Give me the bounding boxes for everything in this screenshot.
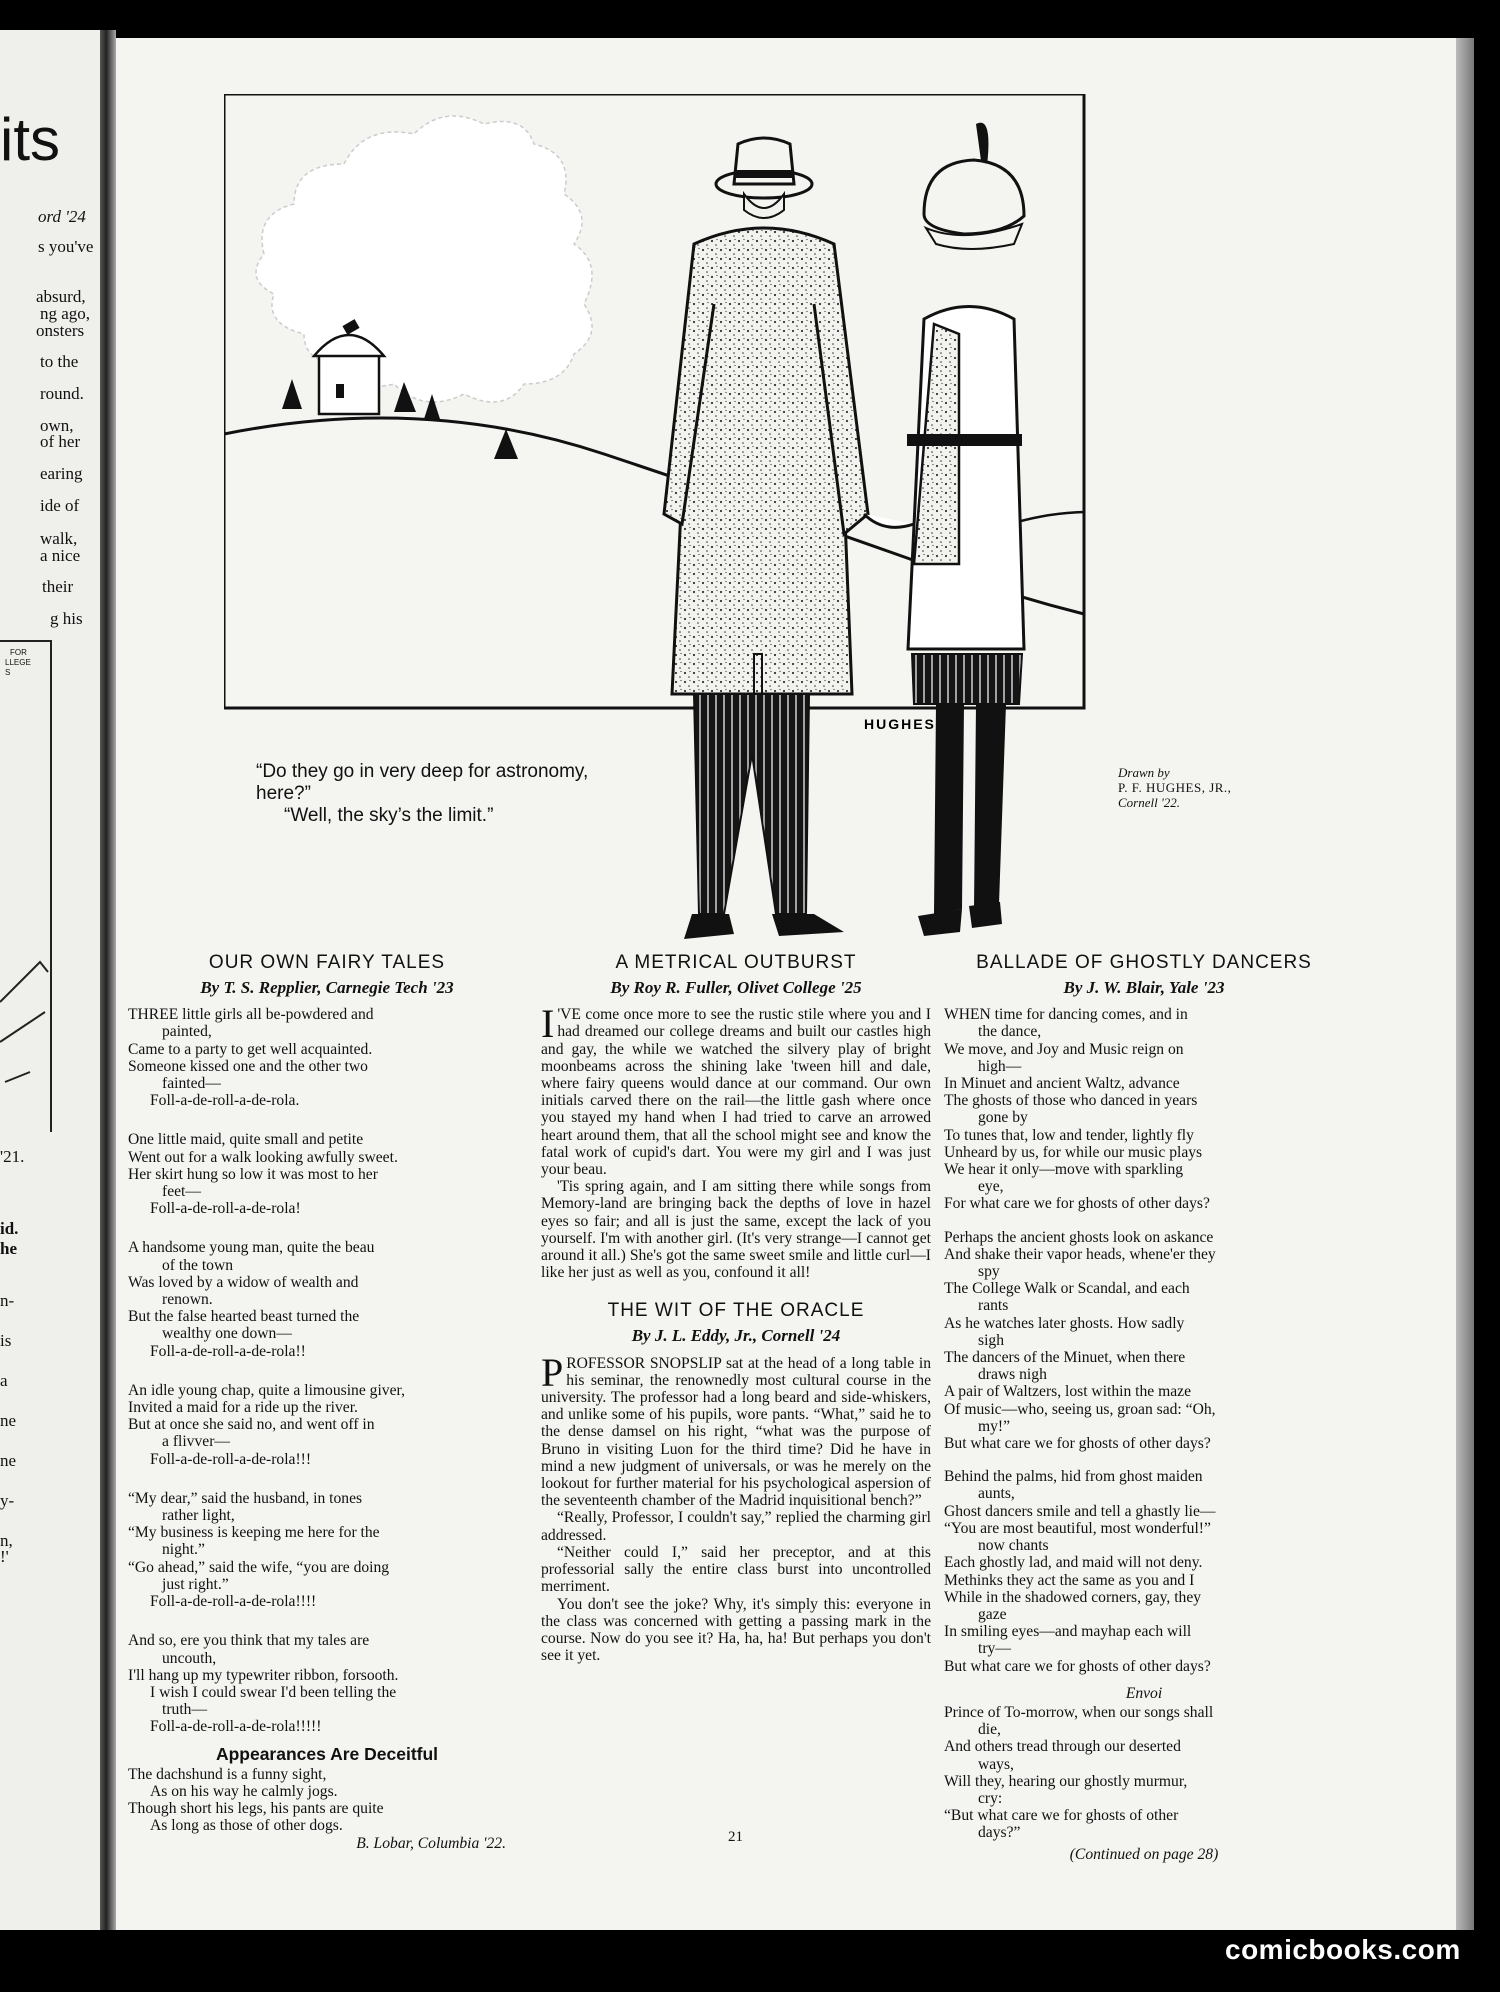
artist-signature: HUGHES [864, 716, 936, 732]
column-fairy-tales [128, 953, 526, 1852]
caption-line: “Do they go in very deep for astronomy, [256, 761, 589, 782]
poem-stanza: THREE little girls all be-powdered and painted, Came to a party to get well acquainted. Someone kissed one and the other two fainted— Foll-a-de-roll-a-de-rola. [128, 1006, 374, 1110]
poem-stanza: Perhaps the ancient ghosts look on askance And shake their vapor heads, whene'er they spy The College Walk or Scandal, and each rants As he watches later ghosts. How sadly sigh The dancers of the Minuet, when there draws nigh A pair of Waltzers, lost within the maze Of music—who, seeing us, groan sad: “Oh, my!” But what care we for ghosts of other days? [944, 1228, 1216, 1453]
prose-paragraph: PROFESSOR SNOPSLIP sat at the head of a long table in his seminar, the renownedly most cultural course in the university. The professor had a long beard and side-whiskers, and unlike some of his pupils, wore pants. “What,” said he to the dense damsel on his right, “what was the purpose of Bruno in visiting Luon for the third time? Did he have in mind a new judgment of universals, or was he merely on the lookout for further material for his psychological aspersion of the seventeenth chamber of the Madrid inquisitional bench?” [541, 1349, 931, 1510]
magazine-page [116, 38, 1456, 1930]
fragment-text: own, [40, 416, 74, 435]
article-byline: By J. W. Blair, Yale '23 [1063, 978, 1225, 997]
poem-signature: B. Lobar, Columbia '22. [356, 1834, 506, 1852]
fragment-text: its [0, 106, 60, 173]
fragment-text: n- [0, 1291, 15, 1310]
cartoon-illustration [224, 94, 1232, 958]
caption-line: “Well, the sky’s the limit.” [284, 805, 494, 826]
fragment-text: ide of [40, 496, 80, 515]
poem-stanza: “My dear,” said the husband, in tones rather light, “My business is keeping me here for the night.” “Go ahead,” said the wife, “you are doing just right.” Foll-a-de-roll-a-de-rola!!!! [128, 1489, 390, 1611]
fragment-text: ne [0, 1411, 17, 1430]
fragment-text: walk, [40, 529, 78, 548]
article-title: OUR OWN FAIRY TALES [208, 952, 446, 973]
fragment-text: ne [0, 1451, 17, 1470]
fragment-text: g his [50, 609, 83, 628]
fragment-text: ng ago, [40, 304, 91, 323]
poem-stanza: And so, ere you think that my tales are uncouth, I'll hang up my typewriter ribbon, forsooth. I wish I could swear I'd been telling the truth— Foll-a-de-roll-a-de-rola!!!!! [128, 1632, 399, 1736]
prose-paragraph: “Really, Professor, I couldn't say,” replied the charming girl addressed. [541, 1509, 931, 1544]
fragment-text: !' [0, 1547, 9, 1566]
fragment-text: y- [0, 1491, 15, 1510]
column-metrical-outburst [541, 953, 931, 1664]
fragment-text: round. [40, 384, 84, 403]
fragment-text: of her [40, 432, 81, 451]
prose-paragraph: 'Tis spring again, and I am sitting there while songs from Memory-land are bringing back the depths of love in hazel eyes so fair; and all is just the same, except the lack of you yourself. I'm with another girl. (It's very strange—I cannot get around it all.) She's got the same sweet smile and little curl—I like her just as well as you, confound it all! [541, 1178, 931, 1282]
watermark: comicbooks.com [1225, 1934, 1461, 1965]
article-title: THE WIT OF THE ORACLE [607, 1300, 865, 1322]
article-title: BALLADE OF GHOSTLY DANCERS [976, 952, 1312, 973]
page-number: 21 [728, 1829, 743, 1845]
article-byline: By T. S. Repplier, Carnegie Tech '23 [200, 978, 454, 997]
artist-credit [1118, 765, 1231, 810]
page-edge [1456, 38, 1474, 1930]
article-title: A METRICAL OUTBURST [615, 952, 857, 973]
fragment-text: he [0, 1239, 17, 1258]
fragment-text: onsters [36, 321, 85, 340]
envoi-label: Envoi [1125, 1684, 1163, 1702]
column-ballade [944, 953, 1344, 1863]
poem-stanza: Behind the palms, hid from ghost maiden aunts, Ghost dancers smile and tell a ghastly lie— “You are most beautiful, most wonderful!” now chants Each ghostly lad, and maid will not deny. Methinks they act the same as you and I While in the shadowed corners, gay, they gaze In smiling eyes—and mayhap each will try— But what care we for ghosts of other days? [944, 1468, 1216, 1675]
fragment-text: to the [40, 352, 79, 371]
fragment-text: a nice [40, 546, 81, 565]
drop-cap: P [541, 1349, 564, 1395]
poem-stanza: One little maid, quite small and petite Went out for a walk looking awfully sweet. Her skirt hung so low it was most to her feet— Foll-a-de-roll-a-de-rola! [128, 1131, 398, 1218]
previous-page-fragment [0, 30, 100, 1930]
prose-paragraph: “Neither could I,” said her preceptor, and at this professorial sally the entire class burst into uncontrolled merriment. [541, 1543, 931, 1596]
fragment-text: id. [0, 1219, 19, 1238]
article-byline: By Roy R. Fuller, Olivet College '25 [610, 978, 862, 997]
drop-cap: I [541, 1001, 555, 1047]
prose-paragraph: You don't see the joke? Why, it's simply this: everyone in the class was concerned with getting a passing mark in the course. Now do you see it? Ha, ha, ha! But perhaps you don't see it yet. [541, 1595, 931, 1665]
fragment-text: '21. [0, 1147, 25, 1166]
continued-note: (Continued on page 28) [1069, 1845, 1219, 1863]
caption-line: here?” [256, 783, 311, 804]
fragment-text: n, [0, 1531, 13, 1550]
cartoon-caption [256, 761, 588, 827]
book-gutter [100, 30, 116, 1930]
fragment-text: s you've [38, 237, 94, 256]
fragment-text: their [42, 577, 74, 596]
article-title: Appearances Are Deceitful [215, 1743, 439, 1764]
prose-paragraph: I 'VE come once more to see the rustic stile where you and I had dreamed our college dreams and built our castles high and gay, the while we watched the silvery play of bright moonbeams across the shining lake 'tween hill and dale, where fairy queens would dance at our command. Our own initials carved there on the rail—the little gash where once you stayed my hand when I had tried to carve an arrowed heart around them, that all the school might see and know the fatal work of cupid's dart. You were my girl and I was just your beau. [541, 1001, 931, 1179]
fragment-text: ord '24 [38, 207, 86, 226]
article-byline: By J. L. Eddy, Jr., Cornell '24 [631, 1326, 841, 1346]
fragment-text: a [0, 1371, 8, 1390]
poem-stanza: A handsome young man, quite the beau of the town Was loved by a widow of wealth and renown. But the false hearted beast turned the wealthy one down— Foll-a-de-roll-a-de-rola!! [128, 1239, 375, 1360]
credit-line: P. F. HUGHES, JR., [1118, 780, 1232, 795]
fragment-text: earing [40, 464, 83, 483]
credit-line: Drawn by [1118, 765, 1170, 780]
poem-stanza: WHEN time for dancing comes, and in the dance, We move, and Joy and Music reign on high— In Minuet and ancient Waltz, advance The ghosts of those who danced in years gone by To tunes that, low and tender, lightly fly Unheard by us, for while our music plays We hear it only—move with sparkling eye, For what care we for ghosts of other days? [944, 1006, 1210, 1213]
short-poem: The dachshund is a funny sight, As on his way he calmly jogs. Though short his legs, his pants are quite As long as those of other dogs. B. Lobar, Columbia '22. [128, 1766, 526, 1852]
poem-stanza: Prince of To-morrow, when our songs shall die, And others tread through our deserted ways, Will they, hearing our ghostly murmur, cry: “But what care we for ghosts of other days?” [944, 1703, 1214, 1842]
poem-stanza: An idle young chap, quite a limousine giver, Invited a maid for a ride up the river. But at once she said no, and went off in a flivver— Foll-a-de-roll-a-de-rola!!! [128, 1381, 405, 1468]
fragment-panel: FOR LLEGE S [0, 640, 52, 1132]
fragment-text: absurd, [36, 287, 86, 306]
fragment-text: is [0, 1331, 12, 1350]
credit-line: Cornell '22. [1118, 795, 1181, 810]
